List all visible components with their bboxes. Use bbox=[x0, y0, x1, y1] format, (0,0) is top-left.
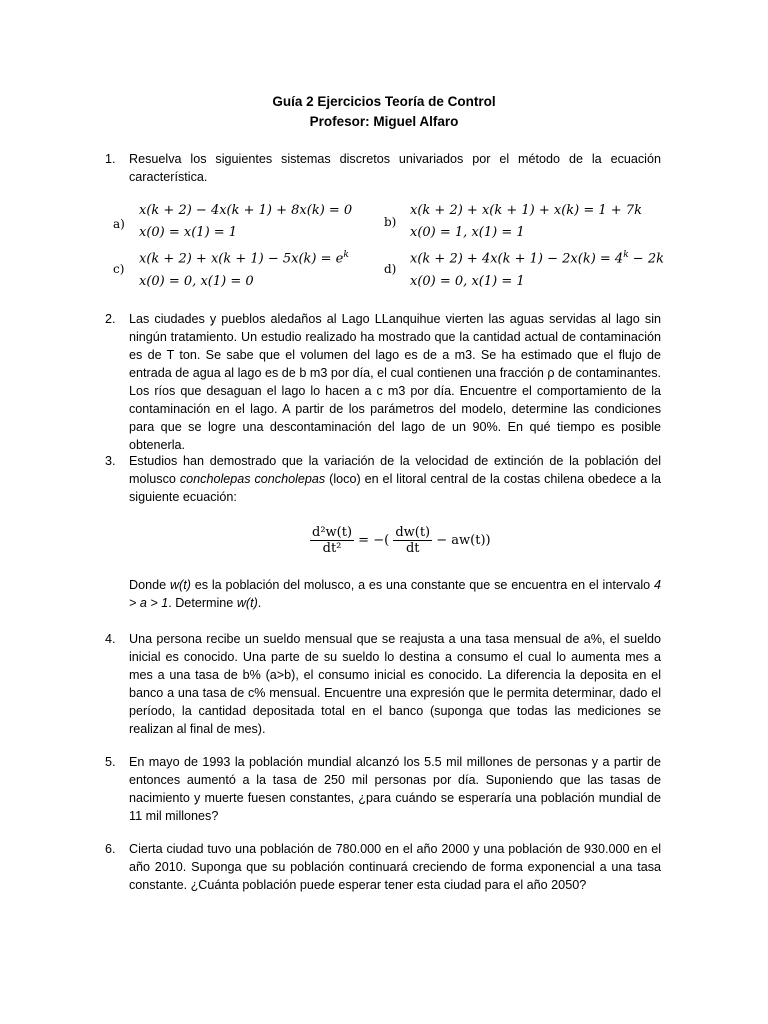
system-initial-conditions: x(0) = 0, x(1) = 0 bbox=[139, 274, 254, 289]
system-label: b) bbox=[384, 215, 397, 229]
system-label: a) bbox=[113, 217, 125, 231]
exercise-number: 3. bbox=[105, 454, 116, 468]
system-initial-conditions: x(0) = 0, x(1) = 1 bbox=[410, 274, 525, 289]
exercise-3 bbox=[105, 452, 661, 506]
exercise-number: 1. bbox=[105, 152, 116, 166]
exercise-text: Cierta ciudad tuvo una población de 780.000 en el año 2000 y una población de 930.000 en el año 2010. Suponga que su población continuará creciendo de forma exponencial a una tasa constante. ¿Cuánta población puede esperar tener esta ciudad para el año 2050? bbox=[129, 842, 661, 892]
system-label: c) bbox=[113, 262, 125, 276]
exercise-text: Una persona recibe un sueldo mensual que se reajusta a una tasa mensual de a%, el sueldo inicial es conocido. Una parte de su sueldo lo destina a consumo el cual lo aumenta mes a mes a una tasa de b% (a>b), el consumo inicial es conocido. La diferencia la deposita en el banco a una tasa de c% mensual. Encuentre una expresión que le permita determinar, dado el período, la cantidad depositada total en el banco (suponga que todas las mediciones se realizan al final de mes). bbox=[129, 632, 661, 736]
exercise-2 bbox=[105, 310, 661, 454]
system-equation: $x(k + 2) + 4x(k + 1) - 2x(k) = 4^k - 2k$ bbox=[410, 250, 664, 267]
system-equation: x(k + 2) − 4x(k + 1) + 8x(k) = 0 bbox=[139, 203, 353, 218]
exercise-number: 2. bbox=[105, 312, 116, 326]
exercise-text: En mayo de 1993 la población mundial alcanzó los 5.5 mil millones de personas y a partir de entonces aumentó a la tasa de 250 mil personas por día. Suponiendo que las tasas de nacimiento y muerte fuesen constantes, ¿para cuándo se esperaría una población mundial de 11 mil millones? bbox=[129, 755, 661, 823]
differential-equation: $\frac{\text{d²w(t)}}{\text{dt²}}$ = −( $\frac{dw(t)}{dt}$ − aw(t)) bbox=[312, 525, 491, 556]
exercise-number: 5. bbox=[105, 755, 116, 769]
exercise-text: Las ciudades y pueblos aledaños al Lago LLanquihue vierten las aguas servidas al lago sin ningún tratamiento. Un estudio realizado ha mostrado que la cantidad actual de contaminación es de T ton. Se sabe que el volumen del lago es de a m3. Se ha estimado que el flujo de entrada de agua al lago es de b m3 por día, el cual contienen una fracción ρ de contaminantes. Los ríos que desaguan el lago lo hacen a c m3 por día. Encuentre el comportamiento de la contaminación en el lago. A partir de los parámetros del modelo, determine las condiciones para que se logre una descontaminación del lago de un 90%. En qué tiempo es posible obtenerla. bbox=[129, 312, 661, 452]
exercise-3-continuation: Donde w(t) es la población del molusco, a es una constante que se encuentra en el intervalo 4 > a > 1. Determine w(t). bbox=[129, 578, 661, 610]
exercise-text: Estudios han demostrado que la variación de la velocidad de extinción de la población del molusco concholepas concholepas (loco) en el litoral central de la costas chilena obedece a la siguiente ecuación: bbox=[129, 454, 661, 504]
system-initial-conditions: x(0) = x(1) = 1 bbox=[139, 225, 238, 240]
exercise-number: 4. bbox=[105, 632, 116, 646]
exercise-5 bbox=[105, 753, 661, 825]
exercise-6 bbox=[105, 840, 661, 894]
system-initial-conditions: x(0) = 1, x(1) = 1 bbox=[410, 225, 525, 240]
exercise-text: Resuelva los siguientes sistemas discretos univariados por el método de la ecuación característica. bbox=[129, 152, 661, 184]
system-equation: $x(k + 2) + x(k + 1) - 5x(k) = e^k$ bbox=[139, 250, 349, 267]
system-equation: x(k + 2) + x(k + 1) + x(k) = 1 + 7k bbox=[410, 203, 642, 218]
professor-name: Profesor: Miguel Alfaro bbox=[309, 114, 459, 129]
exercise-1 bbox=[105, 150, 661, 186]
document-title: Guía 2 Ejercicios Teoría de Control bbox=[272, 94, 496, 109]
exercise-number: 6. bbox=[105, 842, 116, 856]
exercise-4 bbox=[105, 630, 661, 738]
system-label: d) bbox=[384, 262, 397, 276]
